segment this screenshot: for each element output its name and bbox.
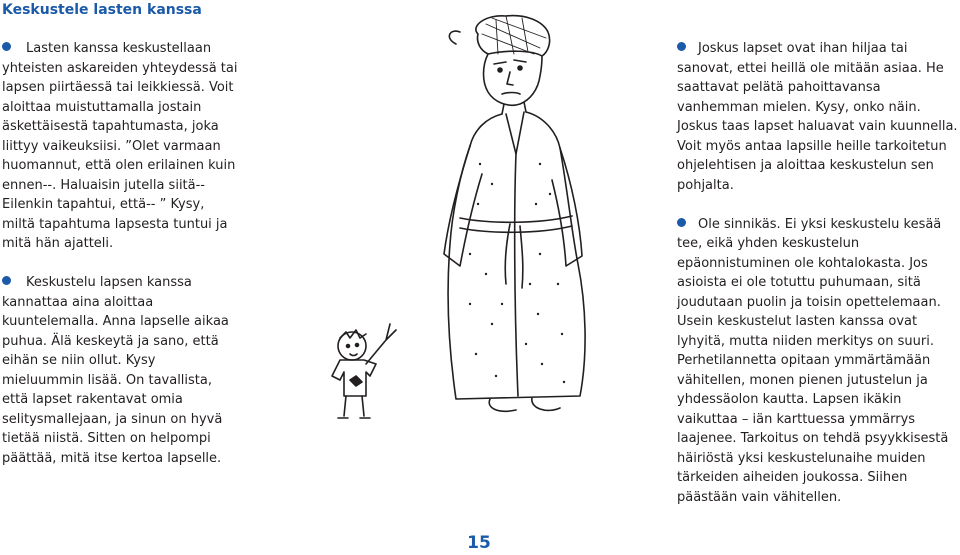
page-number <box>0 533 960 553</box>
left-paragraph-1 <box>2 39 238 254</box>
parent-and-child-illustration <box>310 4 630 424</box>
left-text-column <box>2 39 238 488</box>
left-paragraph-2-text: Keskustelu lapsen kanssa kannattaa aina aloittaa kuuntelemalla. Anna lapselle aikaa puhua. Älä keskeytä ja sano, että eihän se niin ollut. Kysy mieluummin lisää. On tavallista, että lapset rakentavat omia selitysmallejaan, ja sinun on hyvä tietää niistä. Sitten on helpompi päättää, mitä itse kertoa lapselle. <box>2 275 229 466</box>
right-paragraph-1 <box>677 39 960 195</box>
adult-figure <box>444 16 585 412</box>
right-paragraph-2-text: Ole sinnikäs. Ei yksi keskustelu kesää tee, eikä yhden keskustelun epäonnistuminen ole kohtalokasta. Jos asioista ei ole totuttu puhumaan, sitä joudutaan puolin ja toisin opettelemaan. Usein keskustelut lasten kanssa ovat lyhyitä, mutta niiden merkitys on suuri. Perhetilannetta opitaan ymmärtämään vähitellen, monen pienen jutustelun ja yhdessäolon kautta. Lapsen ikäkin vaikuttaa – iän karttuessa ymmärrys laajenee. Tarkoitus on tehdä psyykkisestä häiriöstä yksi keskustelunaihe muiden tärkeiden aiheiden joukossa. Siihen päästään vain vähitellen. <box>677 216 949 505</box>
left-paragraph-2 <box>2 273 238 468</box>
page-title: Keskustele lasten kanssa <box>2 2 202 18</box>
child-figure <box>332 324 396 418</box>
bullet-icon <box>2 42 11 51</box>
bullet-icon <box>677 218 686 227</box>
bullet-icon <box>677 42 686 51</box>
left-paragraph-1-text: Lasten kanssa keskustellaan yhteisten askareiden yhteydessä tai lapsen piirtäessä tai leikkiessä. Voit aloittaa muistuttamalla jostain äskettäisestä tapahtumasta, joka liittyy vaikeuksiisi. ”Olet varmaan huomannut, että olen erilainen kuin ennen--. Haluaisin jutella siitä-- Eilenkin tapahtui, että-- ” Kysy, miltä tapahtuma lapsesta tuntui ja mitä hän ajatteli. <box>2 41 238 251</box>
right-text-column <box>677 39 960 527</box>
right-paragraph-2 <box>677 215 960 508</box>
right-paragraph-1-text: Joskus lapset ovat ihan hiljaa tai sanovat, ettei heillä ole mitään asiaa. He saattavat pelätä pahoittavansa vanhemman mielen. Kysy, onko näin. Joskus taas lapset haluavat vain kuunnella. Voit myös antaa lapsille heille tarkoitetun ohjelehtisen ja aloittaa keskustelun sen pohjalta. <box>677 41 958 193</box>
page-number-text: 15 <box>467 533 491 553</box>
bullet-icon <box>2 276 11 285</box>
